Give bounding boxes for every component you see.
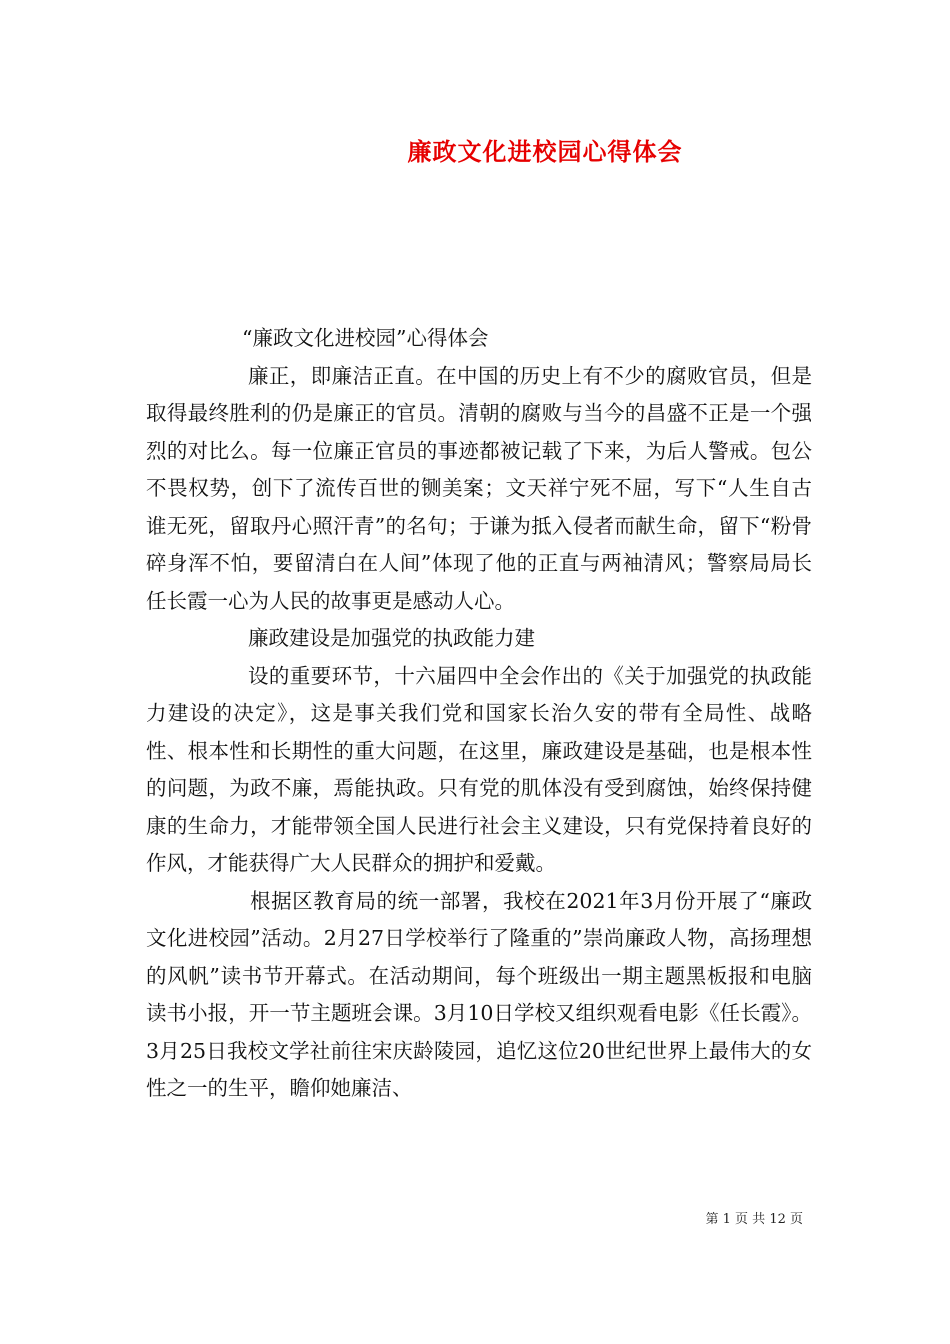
document-subtitle: “廉政文化进校园”心得体会 [242, 326, 489, 350]
paragraph-3: 设的重要环节，十六届四中全会作出的《关于加强党的执政能力建设的决定》，这是事关我们党和国家长治久安的带有全局性、战略性、根本性和长期性的重大问题，在这里，廉政建设是基础，也是根本性的问题，为政不廉，焉能执政。只有党的肌体没有受到腐蚀，始终保持健康的生命力，才能带领全国人民进行社会主义建设，只有党保持着良好的作风，才能获得广大人民群众的拥护和爱戴。 [146, 663, 812, 875]
paragraph-4: 根据区教育局的统一部署，我校在2021年3月份开展了“廉政文化进校园”活动。2月27日学校举行了隆重的”崇尚廉政人物，高扬理想的风帆”读书节开幕式。在活动期间，每个班级出一期主题黑板报和电脑读书小报，开一节主题班会课。3月10日学校又组织观看电影《任长霞》。3月25日我校文学社前往宋庆龄陵园，追忆这位20世纪世界上最伟大的女性之一的生平，瞻仰她廉洁、 [146, 888, 812, 1100]
page-number-footer: 第 1 页 共 12 页 [705, 1212, 803, 1227]
paragraph-1: 廉正，即廉洁正直。在中国的历史上有不少的腐败官员，但是取得最终胜利的仍是廉正的官员。清朝的腐败与当今的昌盛不正是一个强烈的对比么。每一位廉正官员的事迹都被记载了下来，为后人警戒。包公不畏权势，创下了流传百世的铡美案；文天祥宁死不屈，写下“人生自古谁无死，留取丹心照汗青”的名句；于谦为抵入侵者而献生命，留下“粉骨碎身浑不怕，要留清白在人间”体现了他的正直与两袖清风；警察局局长任长霞一心为人民的故事更是感动人心。 [146, 363, 812, 613]
paragraph-2: 廉政建设是加强党的执政能力建 [248, 626, 535, 650]
document-body [146, 320, 812, 1108]
document-title: 廉政文化进校园心得体会 [407, 137, 683, 166]
